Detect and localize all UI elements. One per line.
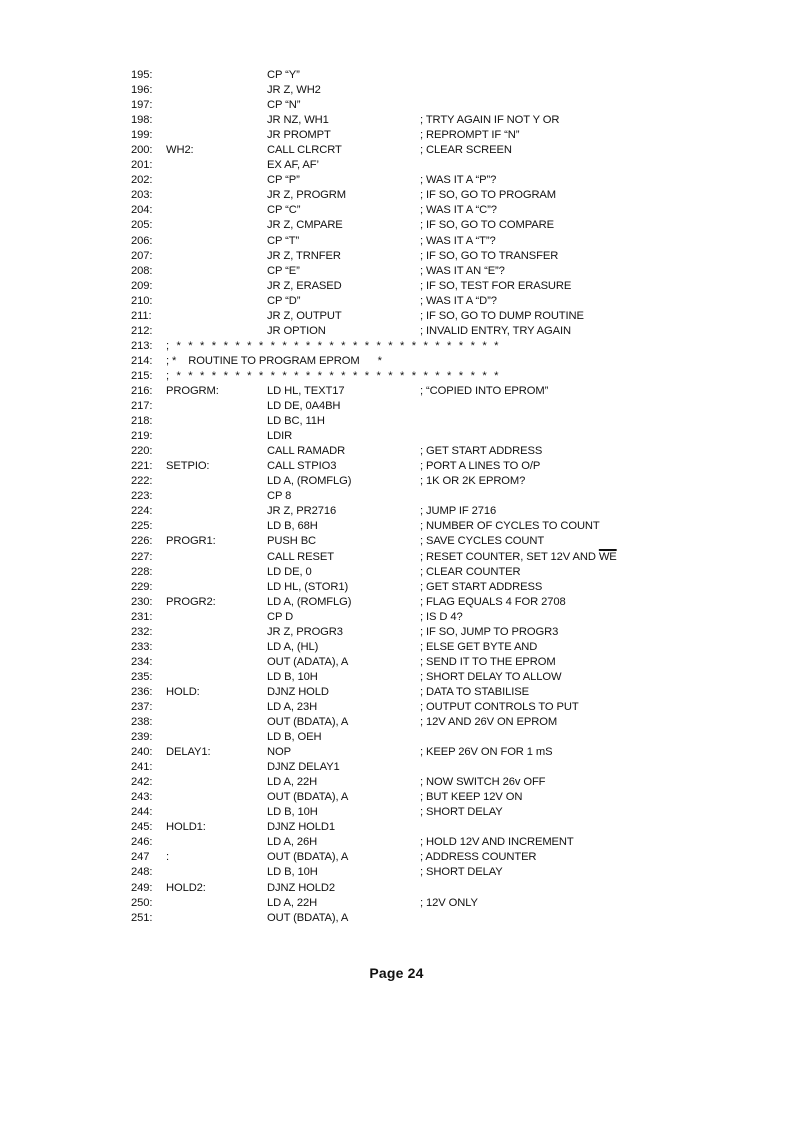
code-comment-text: ; HOLD 12V AND INCREMENT bbox=[420, 836, 574, 849]
code-line bbox=[131, 339, 731, 354]
code-label: DELAY1: bbox=[166, 746, 211, 759]
comment-banner-title: ; * ROUTINE TO PROGRAM EPROM * bbox=[166, 354, 382, 367]
code-instruction: LD B, 10H bbox=[267, 670, 318, 683]
code-instruction: LD A, 22H bbox=[267, 896, 318, 909]
code-comment bbox=[420, 550, 617, 565]
code-comment bbox=[420, 384, 548, 399]
line-number: 245: bbox=[131, 821, 153, 834]
code-instruction: CP “Y” bbox=[267, 69, 300, 81]
line-number: 195: bbox=[131, 69, 153, 81]
code-comment-text: ; IF SO, GO TO PROGRAM bbox=[420, 189, 557, 202]
code-instruction: OUT (BDATA), A bbox=[267, 851, 349, 864]
code-line bbox=[131, 459, 731, 474]
code-line bbox=[131, 444, 731, 459]
line-number: 223: bbox=[131, 490, 153, 503]
code-instruction: JR Z, PR2716 bbox=[267, 505, 337, 518]
code-instruction: DJNZ DELAY1 bbox=[267, 761, 340, 774]
code-comment bbox=[420, 685, 529, 700]
code-line bbox=[131, 896, 731, 911]
code-instruction: JR Z, PROGRM bbox=[267, 189, 346, 202]
line-number: 202: bbox=[131, 174, 153, 187]
line-number: 218: bbox=[131, 415, 153, 428]
code-instruction: LD B, 10H bbox=[267, 806, 318, 819]
code-line bbox=[131, 730, 731, 745]
code-instruction: LD B, OEH bbox=[267, 731, 322, 744]
code-comment bbox=[420, 700, 579, 715]
code-comment bbox=[420, 775, 545, 790]
code-instruction: JR Z, OUTPUT bbox=[267, 309, 342, 322]
line-number: 242: bbox=[131, 776, 153, 789]
code-comment bbox=[420, 610, 463, 625]
code-comment-text: ; IF SO, TEST FOR ERASURE bbox=[420, 279, 572, 292]
line-number: 226: bbox=[131, 535, 153, 548]
code-label: HOLD1: bbox=[166, 821, 206, 834]
line-number: 213: bbox=[131, 339, 153, 352]
code-comment-text: ; WAS IT A “C”? bbox=[420, 204, 497, 217]
code-instruction: LD DE, 0A4BH bbox=[267, 400, 341, 413]
code-line bbox=[131, 595, 731, 610]
code-instruction: LD DE, 0 bbox=[267, 565, 312, 578]
line-number: 237: bbox=[131, 700, 153, 713]
code-comment bbox=[420, 188, 556, 203]
line-number: 212: bbox=[131, 324, 153, 337]
code-comment-text: ; CLEAR SCREEN bbox=[420, 144, 512, 157]
code-comment bbox=[420, 444, 542, 459]
code-comment bbox=[420, 324, 571, 339]
code-instruction: CALL RAMADR bbox=[267, 445, 346, 458]
code-line bbox=[131, 881, 731, 896]
code-instruction: LD A, (ROMFLG) bbox=[267, 475, 352, 488]
line-number: 206: bbox=[131, 234, 153, 247]
line-number: 211: bbox=[131, 309, 152, 322]
code-instruction: CP “E” bbox=[267, 264, 300, 277]
code-line bbox=[131, 249, 731, 264]
line-number: 231: bbox=[131, 610, 153, 623]
code-instruction: LD A, (ROMFLG) bbox=[267, 595, 352, 608]
line-number: 249: bbox=[131, 881, 153, 894]
code-comment bbox=[420, 218, 554, 233]
code-instruction: JR OPTION bbox=[267, 324, 326, 337]
line-number: 215: bbox=[131, 369, 153, 382]
code-comment bbox=[420, 128, 519, 143]
line-number: 247 bbox=[131, 851, 150, 864]
code-comment-text: ; SHORT DELAY TO ALLOW bbox=[420, 670, 562, 683]
line-number: 210: bbox=[131, 294, 153, 307]
code-comment bbox=[420, 249, 558, 264]
code-instruction: JR Z, WH2 bbox=[267, 84, 321, 97]
code-instruction: DJNZ HOLD2 bbox=[267, 881, 335, 894]
code-comment bbox=[420, 745, 553, 760]
code-line bbox=[131, 865, 731, 880]
line-number: 244: bbox=[131, 806, 153, 819]
line-number: 232: bbox=[131, 625, 153, 638]
code-instruction: EX AF, AF’ bbox=[267, 159, 319, 172]
code-line bbox=[131, 203, 731, 218]
code-line bbox=[131, 218, 731, 233]
line-number: 248: bbox=[131, 866, 153, 879]
line-number: 240: bbox=[131, 746, 153, 759]
code-comment-text: ; NUMBER OF CYCLES TO COUNT bbox=[420, 520, 600, 533]
code-comment-text: ; RESET COUNTER, SET 12V AND bbox=[420, 550, 599, 563]
code-comment-text: ; 12V ONLY bbox=[420, 896, 478, 909]
line-number: 233: bbox=[131, 640, 153, 653]
line-number: 224: bbox=[131, 505, 153, 518]
code-comment bbox=[420, 655, 556, 670]
code-comment bbox=[420, 640, 537, 655]
line-number: 228: bbox=[131, 565, 153, 578]
code-line bbox=[131, 534, 731, 549]
line-number: 243: bbox=[131, 791, 153, 804]
code-instruction: LD A, 23H bbox=[267, 700, 318, 713]
code-instruction: JR Z, CMPARE bbox=[267, 219, 343, 232]
code-instruction: CP 8 bbox=[267, 490, 292, 503]
code-line bbox=[131, 655, 731, 670]
line-number: 205: bbox=[131, 219, 153, 232]
code-line bbox=[131, 324, 731, 339]
code-line bbox=[131, 264, 731, 279]
code-line bbox=[131, 625, 731, 640]
code-comment-text: ; IF SO, GO TO COMPARE bbox=[420, 219, 554, 232]
code-comment bbox=[420, 279, 571, 294]
code-comment-text: ; TRTY AGAIN IF NOT Y OR bbox=[420, 114, 560, 127]
code-line bbox=[131, 775, 731, 790]
code-comment-text: ; WAS IT AN “E”? bbox=[420, 264, 505, 277]
line-number: 214: bbox=[131, 354, 153, 367]
code-line bbox=[131, 610, 731, 625]
code-comment-text: ; WAS IT A “T”? bbox=[420, 234, 496, 247]
code-comment-text: ; IF SO, JUMP TO PROGR3 bbox=[420, 625, 559, 638]
code-line bbox=[131, 850, 731, 865]
code-comment bbox=[420, 896, 478, 911]
code-comment-text: ; NOW SWITCH 26v OFF bbox=[420, 776, 546, 789]
code-line bbox=[131, 158, 731, 173]
code-line bbox=[131, 98, 731, 113]
code-comment-text: ; PORT A LINES TO O/P bbox=[420, 460, 541, 473]
line-number: 225: bbox=[131, 520, 153, 533]
code-instruction: LD HL, TEXT17 bbox=[267, 384, 345, 397]
line-number: 234: bbox=[131, 655, 153, 668]
code-comment bbox=[420, 459, 540, 474]
code-instruction: JR Z, ERASED bbox=[267, 279, 342, 292]
code-line bbox=[131, 580, 731, 595]
code-line bbox=[131, 760, 731, 775]
line-number: 204: bbox=[131, 204, 153, 217]
code-comment-text: ; OUTPUT CONTROLS TO PUT bbox=[420, 700, 579, 713]
code-line bbox=[131, 113, 731, 128]
page-footer: Page 24 bbox=[369, 965, 424, 981]
code-comment-text: ; 12V AND 26V ON EPROM bbox=[420, 716, 558, 729]
line-number: 208: bbox=[131, 264, 153, 277]
code-comment bbox=[420, 504, 496, 519]
code-line bbox=[131, 745, 731, 760]
code-comment bbox=[420, 595, 566, 610]
code-line bbox=[131, 911, 731, 926]
line-number: 198: bbox=[131, 114, 153, 127]
code-comment bbox=[420, 715, 557, 730]
code-comment-text: ; “COPIED INTO EPROM” bbox=[420, 384, 549, 397]
code-comment bbox=[420, 865, 503, 880]
code-label: WH2: bbox=[166, 144, 194, 157]
line-number: 207: bbox=[131, 249, 153, 262]
code-line bbox=[131, 489, 731, 504]
code-instruction: CALL RESET bbox=[267, 550, 334, 563]
code-comment-text: ; GET START ADDRESS bbox=[420, 445, 543, 458]
line-number: 241: bbox=[131, 761, 153, 774]
code-instruction: LD B, 68H bbox=[267, 520, 318, 533]
code-label: PROGRM: bbox=[166, 384, 219, 397]
code-instruction: CP “D” bbox=[267, 294, 301, 307]
code-line bbox=[131, 143, 731, 158]
code-line bbox=[131, 279, 731, 294]
code-line bbox=[131, 835, 731, 850]
code-instruction: JR PROMPT bbox=[267, 129, 331, 142]
code-comment-text: ; SHORT DELAY bbox=[420, 806, 503, 819]
code-comment-text: ; KEEP 26V ON FOR 1 mS bbox=[420, 746, 553, 759]
code-comment bbox=[420, 234, 496, 249]
line-number: 229: bbox=[131, 580, 153, 593]
line-number: 216: bbox=[131, 384, 153, 397]
code-line bbox=[131, 399, 731, 414]
code-line bbox=[131, 790, 731, 805]
code-line bbox=[131, 474, 731, 489]
code-comment-text: ; SEND IT TO THE EPROM bbox=[420, 655, 556, 668]
code-comment bbox=[420, 565, 520, 580]
code-comment-text: ; DATA TO STABILISE bbox=[420, 685, 529, 698]
line-number: 200: bbox=[131, 144, 153, 157]
code-instruction: CALL CLRCRT bbox=[267, 144, 342, 157]
code-line bbox=[131, 640, 731, 655]
code-comment-text: ; BUT KEEP 12V ON bbox=[420, 791, 523, 804]
code-comment-text: ; IF SO, GO TO DUMP ROUTINE bbox=[420, 309, 584, 322]
code-comment bbox=[420, 474, 525, 489]
code-instruction: OUT (BDATA), A bbox=[267, 716, 349, 729]
code-comment-text: ; IF SO, GO TO TRANSFER bbox=[420, 249, 559, 262]
code-line bbox=[131, 805, 731, 820]
code-comment bbox=[420, 519, 600, 534]
code-comment-text: ; ADDRESS COUNTER bbox=[420, 851, 537, 864]
code-line bbox=[131, 188, 731, 203]
code-instruction: PUSH BC bbox=[267, 535, 317, 548]
code-line bbox=[131, 369, 731, 384]
code-instruction: CP D bbox=[267, 610, 294, 623]
code-instruction: LD A, 22H bbox=[267, 776, 318, 789]
code-comment bbox=[420, 173, 496, 188]
line-number: 220: bbox=[131, 445, 153, 458]
code-line bbox=[131, 715, 731, 730]
code-comment bbox=[420, 790, 522, 805]
line-number: 197: bbox=[131, 99, 153, 112]
code-instruction: CALL STPIO3 bbox=[267, 460, 337, 473]
line-number: 227: bbox=[131, 550, 153, 563]
line-number: 196: bbox=[131, 84, 153, 97]
code-instruction: CP “P” bbox=[267, 174, 300, 187]
line-number: 219: bbox=[131, 430, 153, 443]
code-comment-text: ; SAVE CYCLES COUNT bbox=[420, 535, 545, 548]
comment-banner-stars: ; * * * * * * * * * * * * * * * * * * * * * * * * * * * * bbox=[166, 339, 501, 352]
code-comment bbox=[420, 264, 505, 279]
code-instruction: OUT (BDATA), A bbox=[267, 911, 349, 924]
code-instruction: LD BC, 11H bbox=[267, 415, 325, 428]
code-line bbox=[131, 700, 731, 715]
code-line bbox=[131, 565, 731, 580]
line-number: 251: bbox=[131, 911, 153, 924]
code-comment bbox=[420, 534, 544, 549]
code-comment-text: ; FLAG EQUALS 4 FOR 2708 bbox=[420, 595, 566, 608]
code-comment-text: ; JUMP IF 2716 bbox=[420, 505, 497, 518]
code-comment-text: ; SHORT DELAY bbox=[420, 866, 503, 879]
code-line bbox=[131, 820, 731, 835]
assembly-listing bbox=[131, 68, 731, 926]
code-comment-text: ; ELSE GET BYTE AND bbox=[420, 640, 538, 653]
code-comment-text: ; 1K OR 2K EPROM? bbox=[420, 475, 526, 488]
code-label: HOLD: bbox=[166, 685, 200, 698]
code-comment bbox=[420, 294, 497, 309]
code-comment bbox=[420, 113, 559, 128]
code-label: HOLD2: bbox=[166, 881, 206, 894]
code-line bbox=[131, 234, 731, 249]
line-number: 238: bbox=[131, 716, 153, 729]
code-label: SETPIO: bbox=[166, 460, 210, 473]
code-line bbox=[131, 68, 731, 83]
code-line bbox=[131, 550, 731, 565]
code-comment bbox=[420, 850, 536, 865]
code-comment bbox=[420, 670, 561, 685]
code-comment-text: ; WAS IT A “P”? bbox=[420, 174, 497, 187]
code-line bbox=[131, 173, 731, 188]
code-line bbox=[131, 429, 731, 444]
line-number: 209: bbox=[131, 279, 153, 292]
line-number: 246: bbox=[131, 836, 153, 849]
code-instruction: CP “T” bbox=[267, 234, 300, 247]
code-instruction: LD A, 26H bbox=[267, 836, 318, 849]
code-instruction: LD B, 10H bbox=[267, 866, 318, 879]
code-instruction: OUT (BDATA), A bbox=[267, 791, 349, 804]
code-instruction: JR Z, TRNFER bbox=[267, 249, 341, 262]
active-low-signal-label: $\overline{WE}$ bbox=[598, 550, 617, 563]
code-instruction: NOP bbox=[267, 746, 291, 759]
line-number: 236: bbox=[131, 685, 153, 698]
code-line bbox=[131, 685, 731, 700]
code-line bbox=[131, 670, 731, 685]
code-comment bbox=[420, 625, 558, 640]
code-comment-text: ; GET START ADDRESS bbox=[420, 580, 543, 593]
code-comment bbox=[420, 143, 512, 158]
code-instruction: LD A, (HL) bbox=[267, 640, 319, 653]
code-comment bbox=[420, 835, 574, 850]
code-comment bbox=[420, 580, 542, 595]
code-instruction: CP “C” bbox=[267, 204, 301, 217]
code-line bbox=[131, 294, 731, 309]
line-number: 230: bbox=[131, 595, 153, 608]
line-number: 222: bbox=[131, 475, 153, 488]
code-instruction: DJNZ HOLD1 bbox=[267, 821, 335, 834]
line-number: 250: bbox=[131, 896, 153, 909]
code-line bbox=[131, 128, 731, 143]
line-number: 217: bbox=[131, 400, 153, 413]
code-instruction: JR NZ, WH1 bbox=[267, 114, 329, 127]
code-line bbox=[131, 414, 731, 429]
code-comment bbox=[420, 309, 584, 324]
code-comment-text: ; REPROMPT IF “N” bbox=[420, 129, 520, 142]
comment-banner-stars: ; * * * * * * * * * * * * * * * * * * * * * * * * * * * * bbox=[166, 369, 501, 382]
code-comment bbox=[420, 203, 497, 218]
line-number: 235: bbox=[131, 670, 153, 683]
code-line bbox=[131, 519, 731, 534]
line-number: 199: bbox=[131, 129, 153, 142]
code-instruction: LDIR bbox=[267, 430, 293, 443]
code-line bbox=[131, 384, 731, 399]
line-number: 201: bbox=[131, 159, 153, 172]
code-line bbox=[131, 354, 731, 369]
code-label: PROGR1: bbox=[166, 535, 216, 548]
code-comment-text: ; INVALID ENTRY, TRY AGAIN bbox=[420, 324, 571, 337]
code-instruction: LD HL, (STOR1) bbox=[267, 580, 349, 593]
line-number: 203: bbox=[131, 189, 153, 202]
code-instruction: JR Z, PROGR3 bbox=[267, 625, 343, 638]
code-line bbox=[131, 309, 731, 324]
line-number: 239: bbox=[131, 731, 153, 744]
line-number: 221: bbox=[131, 460, 153, 473]
code-line bbox=[131, 83, 731, 98]
code-comment-text: ; WAS IT A “D”? bbox=[420, 294, 497, 307]
code-instruction: DJNZ HOLD bbox=[267, 685, 329, 698]
code-instruction: OUT (ADATA), A bbox=[267, 655, 349, 668]
code-label: PROGR2: bbox=[166, 595, 216, 608]
code-line bbox=[131, 504, 731, 519]
code-comment-text: ; CLEAR COUNTER bbox=[420, 565, 521, 578]
code-comment bbox=[420, 805, 503, 820]
code-label: : bbox=[166, 851, 170, 864]
code-instruction: CP “N” bbox=[267, 99, 301, 112]
code-comment-text: ; IS D 4? bbox=[420, 610, 463, 623]
